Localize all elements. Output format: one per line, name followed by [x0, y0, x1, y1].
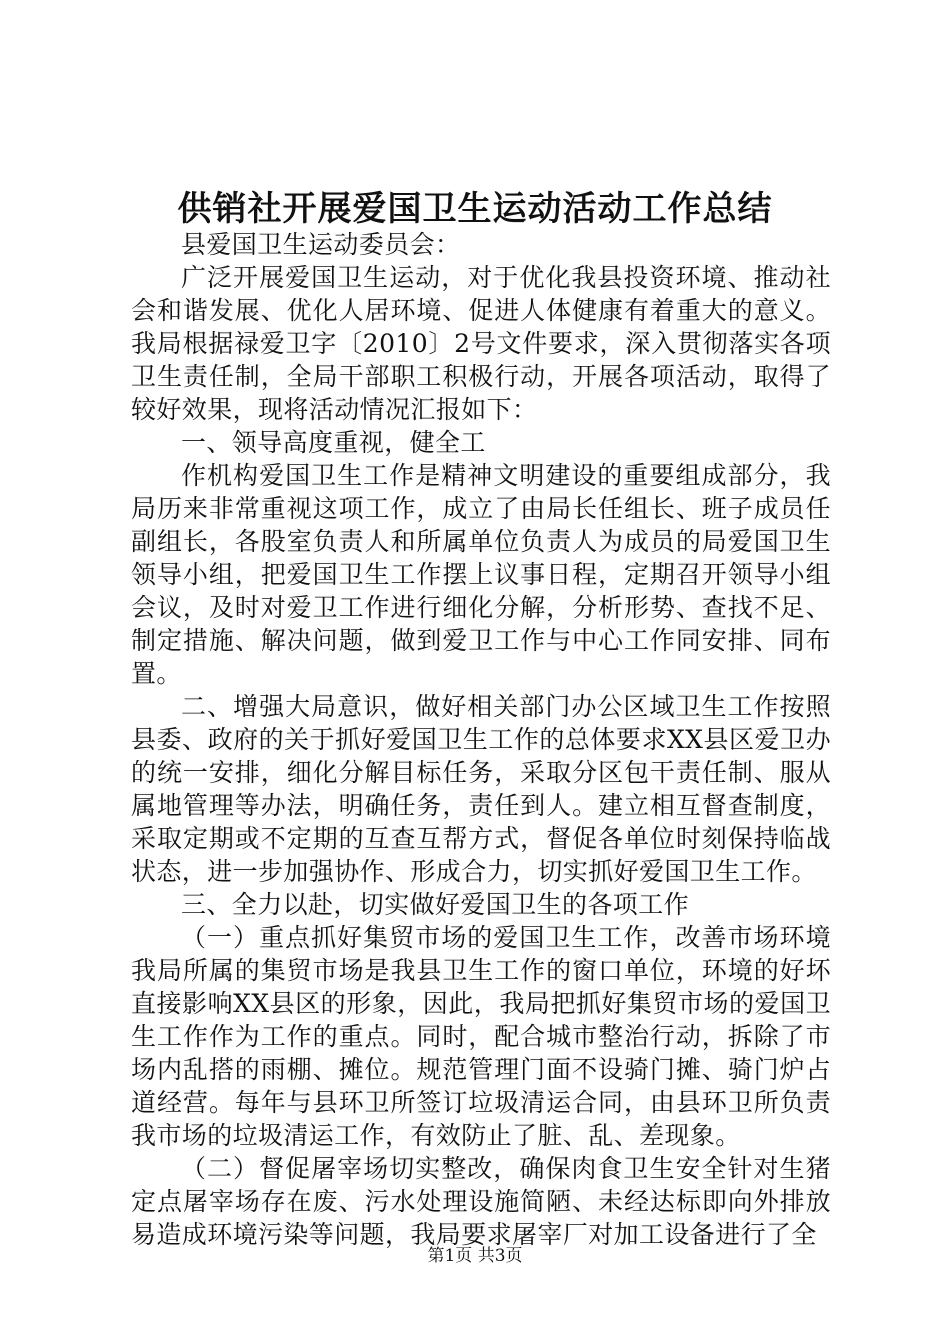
section-2-paragraph: 二、增强大局意识，做好相关部门办公区域卫生工作按照县委、政府的关于抓好爱国卫生工作的总体要求XX县区爱卫办的统一安排，细化分解目标任务，采取分区包干责任制、服从属地管理等办法，明确任务，责任到人。建立相互督查制度，采取定期或不定期的互查互帮方式，督促各单位时刻保持临战状态，进一步加强协作、形成合力，切实抓好爱国卫生工作。	[131, 692, 831, 886]
section-1-paragraph: 作机构爱国卫生工作是精神文明建设的重要组成部分，我局历来非常重视这项工作，成立了由局长任组长、班子成员任副组长，各股室负责人和所属单位负责人为成员的局爱国卫生领导小组，把爱国卫生工作摆上议事日程，定期召开领导小组会议，及时对爱卫工作进行细化分解，分析形势、查找不足、制定措施、解决问题，做到爱卫工作与中心工作同安排、同布置。	[131, 461, 831, 688]
section-heading-1: 一、领导高度重视，健全工	[181, 428, 486, 457]
page-footer: 第1页 共3页	[427, 1246, 523, 1266]
document-body	[131, 228, 831, 1251]
subsection-1-paragraph: （一）重点抓好集贸市场的爱国卫生工作，改善市场环境我局所属的集贸市场是我县卫生工作的窗口单位，环境的好坏直接影响XX县区的形象，因此，我局把抓好集贸市场的爱国卫生工作作为工作的重点。同时，配合城市整治行动，拆除了市场内乱搭的雨棚、摊位。规范管理门面不设骑门摊、骑门炉占道经营。每年与县环卫所签订垃圾清运合同，由县环卫所负责我市场的垃圾清运工作，有效防止了脏、乱、差现象。	[131, 923, 831, 1150]
document-title: 供销社开展爱国卫生运动活动工作总结	[177, 189, 773, 229]
subsection-2-paragraph: （二）督促屠宰场切实整改，确保肉食卫生安全针对生猪定点屠宰场存在废、污水处理设施简陋、未经达标即向外排放易造成环境污染等问题，我局要求屠宰厂对加工设备进行了全	[131, 1154, 831, 1249]
salutation-paragraph: 县爱国卫生运动委员会：	[181, 230, 461, 259]
intro-paragraph: 广泛开展爱国卫生运动，对于优化我县投资环境、推动社会和谐发展、优化人居环境、促进人体健康有着重大的意义。我局根据禄爱卫字〔2010〕2号文件要求，深入贯彻落实各项卫生责任制，全局干部职工积极行动，开展各项活动，取得了较好效果，现将活动情况汇报如下：	[131, 263, 831, 424]
section-heading-3: 三、全力以赴，切实做好爱国卫生的各项工作	[181, 890, 690, 919]
